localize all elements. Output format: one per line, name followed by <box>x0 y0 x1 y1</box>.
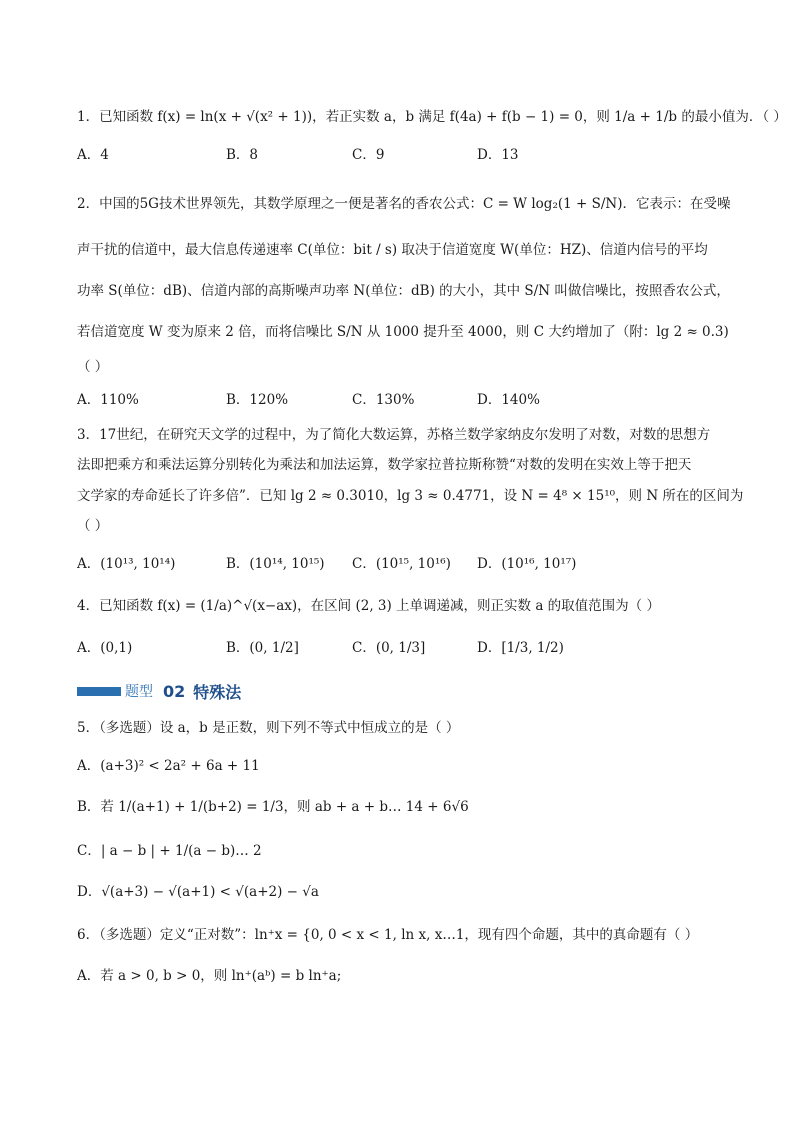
section-title: 特殊法 <box>193 682 242 702</box>
q2-line-4: 若信道宽度 W 变为原来 2 倍，而将信噪比 S/N 从 1000 提升至 4000，则 C 大约增加了（附：lg 2 ≈ 0.3) <box>77 324 729 340</box>
q6-stem: 6．（多选题）定义“正对数”：ln⁺x = {0, 0 < x < 1, ln x, x…1，现有四个命题，其中的真命题有（ ） <box>77 927 699 943</box>
q5-option-b: B．若 1/(a+1) + 1/(b+2) = 1/3，则 ab + a + b… 14 + 6√6 <box>77 799 469 815</box>
q4-option-b: B．(0, 1/2] <box>226 640 299 656</box>
q1-stem: 1．已知函数 f(x) = ln(x + √(x² + 1))，若正实数 a，b 满足 f(4a) + f(b − 1) = 0，则 1/a + 1/b 的最小值为．（ ） <box>77 109 787 125</box>
q2-option-b: B．120% <box>226 392 289 408</box>
q3-line-2: 法即把乘方和乘法运算分别转化为乘法和加法运算，数学家拉普拉斯称赞“对数的发明在实效上等于把天 <box>77 457 692 473</box>
q2-option-c: C．130% <box>352 392 415 408</box>
q1-option-a: A．4 <box>77 147 109 163</box>
q4-stem: 4．已知函数 f(x) = (1/a)^√(x−ax)，在区间 (2, 3) 上单调递减，则正实数 a 的取值范围为（ ） <box>77 598 660 614</box>
q5-option-d: D．√(a+3) − √(a+1) < √(a+2) − √a <box>77 884 319 900</box>
q2-line-5: （ ） <box>77 359 109 375</box>
q2-line-2: 声干扰的信道中，最大信息传递速率 C(单位：bit / s) 取决于信道宽度 W(单位：HZ)、信道内信号的平均 <box>77 242 708 258</box>
section-tag: 题型 <box>125 684 153 700</box>
q3-option-a: A．(10¹³, 10¹⁴) <box>77 556 176 572</box>
q2-line-1: 2．中国的5G技术世界领先，其数学原理之一便是著名的香农公式：C = W log₂(1 + S/N)．它表示：在受噪 <box>77 196 731 212</box>
section-number: 02 <box>163 681 186 701</box>
q3-option-b: B．(10¹⁴, 10¹⁵) <box>226 556 325 572</box>
q5-stem: 5．（多选题）设 a，b 是正数，则下列不等式中恒成立的是（ ） <box>77 720 460 736</box>
section-bar-icon <box>77 687 121 696</box>
q5-option-a: A．(a+3)² < 2a² + 6a + 11 <box>77 758 260 774</box>
q1-option-b: B．8 <box>226 147 259 163</box>
q4-option-a: A．(0,1) <box>77 640 133 656</box>
q1-option-d: D．13 <box>477 147 519 163</box>
q4-option-c: C．(0, 1/3] <box>352 640 426 656</box>
q4-option-d: D．[1/3, 1/2) <box>477 640 564 656</box>
section-header <box>77 680 241 702</box>
q3-option-c: C．(10¹⁵, 10¹⁶) <box>352 556 451 572</box>
q6-option-a: A．若 a > 0, b > 0，则 ln⁺(aᵇ) = b ln⁺a; <box>77 968 342 984</box>
q3-line-4: （ ） <box>77 518 109 534</box>
q2-option-a: A．110% <box>77 392 139 408</box>
q2-line-3: 功率 S(单位：dB)、信道内部的高斯噪声功率 N(单位：dB) 的大小，其中 S/N 叫做信噪比，按照香农公式， <box>77 283 730 299</box>
q2-option-d: D．140% <box>477 392 540 408</box>
q3-line-3: 文学家的寿命延长了许多倍”．已知 lg 2 ≈ 0.3010，lg 3 ≈ 0.4771，设 N = 4⁸ × 15¹⁰，则 N 所在的区间为 <box>77 488 744 504</box>
q3-line-1: 3．17世纪，在研究天文学的过程中，为了简化大数运算，苏格兰数学家纳皮尔发明了对数，对数的思想方 <box>77 427 711 443</box>
q3-option-d: D．(10¹⁶, 10¹⁷) <box>477 556 577 572</box>
q1-option-c: C．9 <box>352 147 385 163</box>
q5-option-c: C．| a − b | + 1/(a − b)… 2 <box>77 843 262 859</box>
